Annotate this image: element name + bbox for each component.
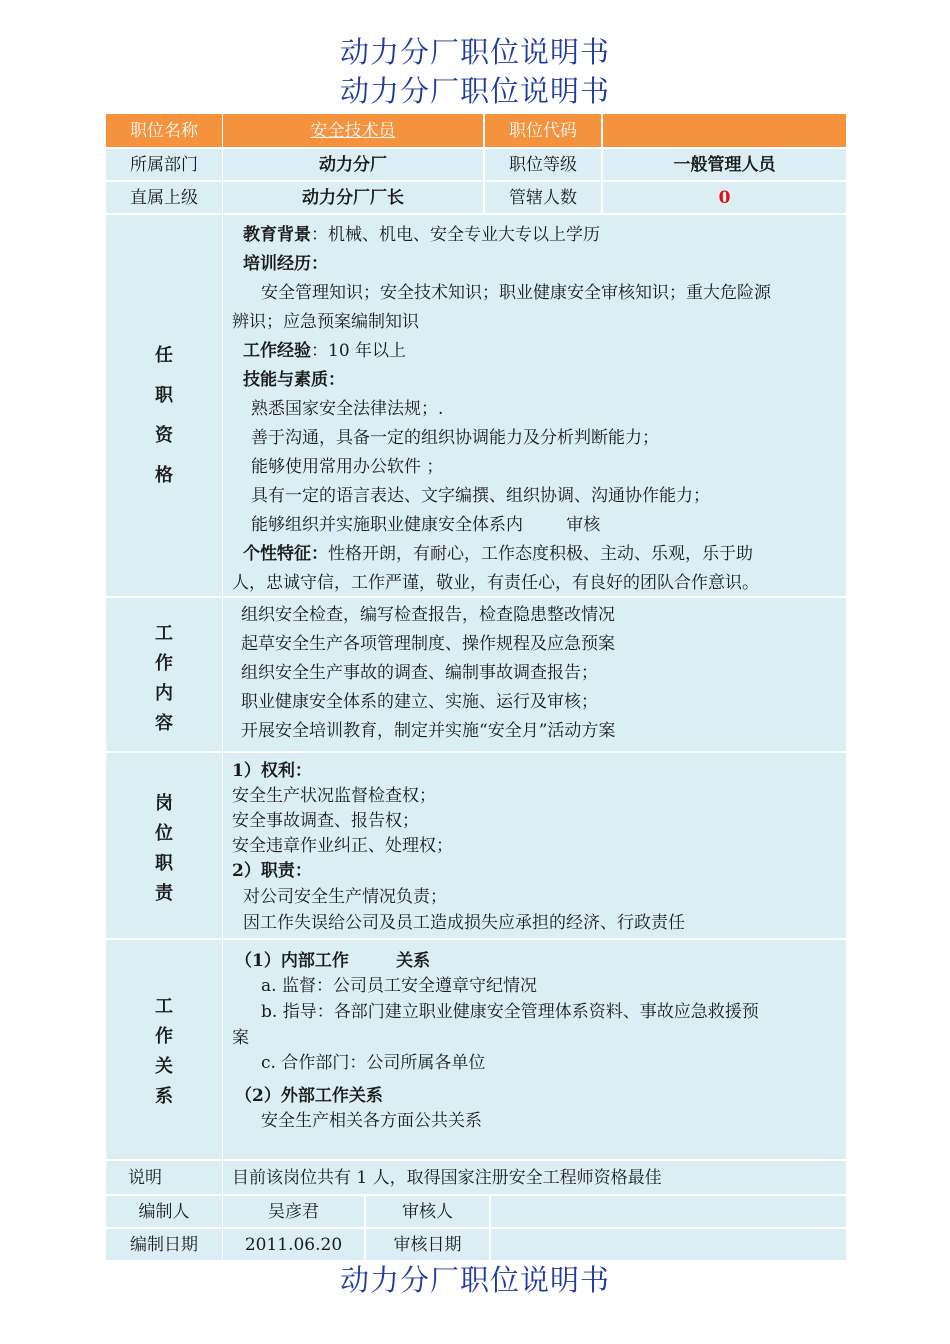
remark-label: 说明 xyxy=(106,1161,222,1194)
qualifications-label-char: 职 xyxy=(155,385,173,406)
internal-relations-label: （1）内部工作 关系 xyxy=(235,951,431,971)
personality-line: 人，忠诚守信，工作严谨，敬业，有责任心，有良好的团队合作意识。 xyxy=(232,573,759,593)
label-reviewer: 审核人 xyxy=(366,1196,489,1227)
work-content-item: 职业健康安全体系的建立、实施、运行及审核； xyxy=(241,692,598,712)
label-position-code: 职位代码 xyxy=(485,114,601,147)
relations-label-char: 关 xyxy=(155,1056,173,1077)
value-position-name: 安全技术员 xyxy=(223,114,483,147)
qualifications-label-char: 格 xyxy=(155,465,173,486)
label-department: 所属部门 xyxy=(106,149,222,180)
relation-item-b: b. 指导：各部门建立职业健康安全管理体系资料、事故应急救援预 xyxy=(261,1002,759,1022)
relations-label-cell xyxy=(106,940,222,1159)
duties-label-cell xyxy=(106,753,222,938)
value-author-date: 2011.06.20 xyxy=(223,1229,364,1260)
remark-value: 目前该岗位共有 1 人，取得国家注册安全工程师资格最佳 xyxy=(223,1161,846,1194)
education-label: 教育背景 xyxy=(243,225,311,245)
relation-item-c: c. 合作部门：公司所属各单位 xyxy=(261,1053,486,1073)
work-content-label-char: 内 xyxy=(155,683,173,704)
qualifications-label-cell xyxy=(106,215,222,596)
label-author-date: 编制日期 xyxy=(106,1229,222,1260)
value-position-code xyxy=(603,114,846,147)
personality-line: 性格开朗，有耐心，工作态度积极、主动、乐观，乐于助 xyxy=(328,544,753,564)
training-line: 辨识；应急预案编制知识 xyxy=(232,312,419,332)
education-value: ：机械、机电、安全专业大专以上学历 xyxy=(311,225,600,245)
label-position-level: 职位等级 xyxy=(485,149,601,180)
right-item: 安全违章作业纠正、处理权； xyxy=(232,836,453,856)
skill-item: 熟悉国家安全法律法规；. xyxy=(251,399,444,419)
qualifications-label-char: 资 xyxy=(155,425,173,446)
responsibility-item: 对公司安全生产情况负责； xyxy=(243,887,447,907)
value-supervisor: 动力分厂厂长 xyxy=(223,182,483,213)
training-label: 培训经历： xyxy=(243,254,328,274)
relations-label-char: 作 xyxy=(155,1026,173,1047)
work-content-label-cell xyxy=(106,598,222,751)
relations-content xyxy=(223,940,846,1159)
value-position-level: 一般管理人员 xyxy=(603,149,846,180)
duties-label-char: 职 xyxy=(155,853,173,874)
skill-item: 具有一定的语言表达、文字编撰、组织协调、沟通协作能力； xyxy=(251,486,710,506)
relation-item-a: a. 监督：公司员工安全遵章守纪情况 xyxy=(261,976,537,996)
value-author: 吴彦君 xyxy=(223,1196,364,1227)
right-item: 安全事故调查、报告权； xyxy=(232,811,419,831)
work-content-item: 组织安全生产事故的调查、编制事故调查报告； xyxy=(241,663,598,683)
personality-label: 个性特征： xyxy=(243,544,328,564)
right-item: 安全生产状况监督检查权； xyxy=(232,786,436,806)
duties-label-char: 位 xyxy=(155,823,173,844)
duties-content xyxy=(223,753,846,938)
work-content-label-char: 工 xyxy=(155,623,173,644)
responsibility-item: 因工作失误给公司及员工造成损失应承担的经济、行政责任 xyxy=(243,913,685,933)
value-reviewer xyxy=(491,1196,846,1227)
responsibilities-label: 2）职责： xyxy=(232,861,312,881)
skill-item: 善于沟通，具备一定的组织协调能力及分析判断能力； xyxy=(251,428,659,448)
duties-label-char: 岗 xyxy=(155,793,173,814)
label-headcount: 管辖人数 xyxy=(485,182,601,213)
rights-label: 1）权利： xyxy=(232,761,312,781)
document-title-duplicate: 动力分厂职位说明书 xyxy=(339,74,610,108)
work-content-label-char: 作 xyxy=(155,653,173,674)
document-title: 动力分厂职位说明书 xyxy=(339,35,610,69)
skill-item: 能够组织并实施职业健康安全体系内 审核 xyxy=(251,515,601,535)
experience-label: 工作经验 xyxy=(243,341,311,361)
value-headcount: 0 xyxy=(603,182,846,213)
external-relations-value: 安全生产相关各方面公共关系 xyxy=(261,1111,482,1131)
label-author: 编制人 xyxy=(106,1196,222,1227)
relations-label-char: 工 xyxy=(155,996,173,1017)
value-department: 动力分厂 xyxy=(223,149,483,180)
value-review-date xyxy=(491,1229,846,1260)
relation-item-b-cont: 案 xyxy=(232,1028,249,1048)
training-line: 安全管理知识；安全技术知识；职业健康安全审核知识；重大危险源 xyxy=(261,283,771,303)
label-position-name: 职位名称 xyxy=(106,114,222,147)
qualifications-label-char: 任 xyxy=(155,345,173,366)
skills-label: 技能与素质： xyxy=(243,370,345,390)
experience-value: ：10 年以上 xyxy=(311,341,407,361)
work-content-item: 开展安全培训教育，制定并实施“安全月”活动方案 xyxy=(241,721,616,741)
document-footer-title: 动力分厂职位说明书 xyxy=(339,1263,610,1297)
qualifications-content xyxy=(223,215,846,596)
work-content-item: 组织安全检查，编写检查报告，检查隐患整改情况 xyxy=(241,605,615,625)
work-content-list xyxy=(223,598,846,751)
skill-item: 能够使用常用办公软件 ； xyxy=(251,457,444,477)
work-content-label-char: 容 xyxy=(155,713,173,734)
external-relations-label: （2）外部工作关系 xyxy=(235,1086,383,1106)
relations-label-char: 系 xyxy=(155,1086,173,1107)
label-review-date: 审核日期 xyxy=(366,1229,489,1260)
work-content-item: 起草安全生产各项管理制度、操作规程及应急预案 xyxy=(241,634,615,654)
duties-label-char: 责 xyxy=(155,883,173,904)
label-supervisor: 直属上级 xyxy=(106,182,222,213)
